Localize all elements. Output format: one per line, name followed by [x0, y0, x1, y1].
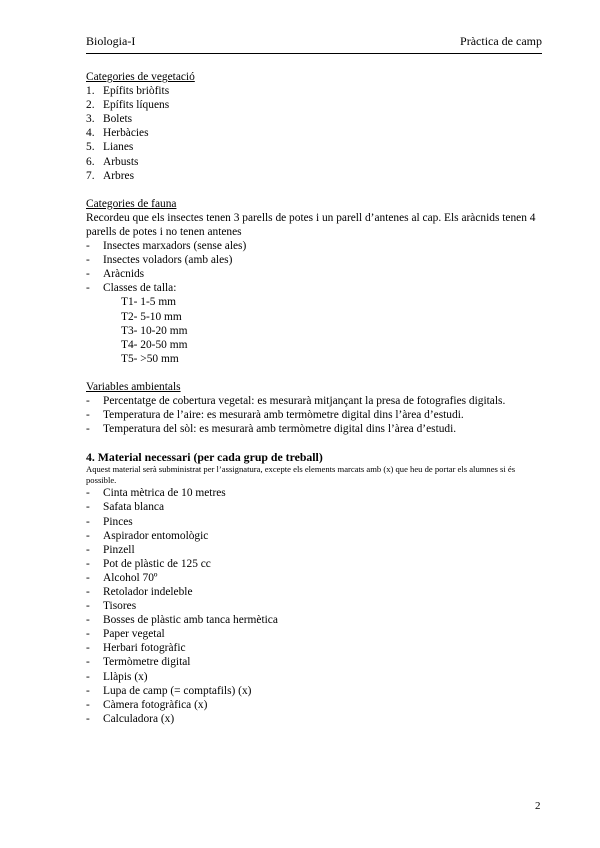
list-item: - Alcohol 70º [86, 571, 158, 584]
list-item: - Llàpis (x) [86, 670, 148, 683]
list-item: - Herbari fotogràfic [86, 642, 186, 655]
list-item: - Temperatura de l’aire: es mesurarà amb termòmetre digital dins l’àrea d’estudi. [86, 409, 464, 422]
page-number: 2 [535, 800, 541, 812]
list-item: - Insectes voladors (amb ales) [86, 254, 233, 267]
size-class: T5- >50 mm [121, 352, 179, 365]
list-item: 3. Bolets [86, 113, 133, 126]
list-item: - Tisores [86, 600, 137, 613]
list-item: - Safata blanca [86, 501, 165, 514]
list-item: - Calculadora (x) [86, 712, 175, 725]
list-item: - Pinzell [86, 543, 135, 556]
size-class: T3- 10-20 mm [121, 324, 188, 337]
variables-title: Variables ambientals [86, 380, 181, 393]
header-divider [86, 53, 542, 54]
list-item: - Cinta mètrica de 10 metres [86, 487, 226, 500]
header-course: Biologia-I [86, 34, 136, 48]
list-item: 7. Arbres [86, 169, 134, 182]
list-item: 1. Epífits briòfits [86, 85, 170, 98]
size-class: T2- 5-10 mm [121, 310, 182, 323]
fauna-title: Categories de fauna [86, 197, 177, 210]
list-item: 4. Herbàcies [86, 127, 149, 140]
list-item: - Insectes marxadors (sense ales) [86, 240, 247, 253]
list-item: - Càmera fotogràfica (x) [86, 698, 208, 711]
page-header [86, 34, 542, 49]
list-item: - Bosses de plàstic amb tanca hermètica [86, 614, 278, 627]
list-item: - Classes de talla: [86, 282, 177, 295]
list-item: - Retolador indeleble [86, 586, 193, 598]
list-item: - Temperatura del sòl: es mesurarà amb termòmetre digital dins l’àrea d’estudi. [86, 423, 457, 436]
list-item: 5. Lianes [86, 141, 134, 154]
header-section: Pràctica de camp [460, 34, 542, 48]
list-item: - Pinces [86, 515, 133, 528]
list-item: - Paper vegetal [86, 628, 165, 641]
list-item: - Percentatge de cobertura vegetal: es mesurarà mitjançant la presa de fotografies digitals. [86, 394, 506, 407]
page-content [86, 70, 546, 726]
size-class: T4- 20-50 mm [121, 338, 188, 351]
list-item: 6. Arbusts [86, 155, 139, 168]
list-item: - Aràcnids [86, 268, 145, 281]
list-item: 2. Epífits líquens [86, 99, 170, 112]
list-item: - Termòmetre digital [86, 656, 191, 669]
list-item: - Pot de plàstic de 125 cc [86, 557, 211, 570]
vegetation-title: Categories de vegetació [86, 71, 195, 83]
size-class: T1- 1-5 mm [121, 296, 177, 309]
list-item: - Aspirador entomològic [86, 529, 209, 542]
material-note: Aquest material serà subministrat per l’assignatura, excepte els elements marcats amb (x) que heu de portar els alumnes si és possible. [86, 464, 516, 486]
vegetation-list [86, 84, 546, 183]
fauna-intro: Recordeu que els insectes tenen 3 parells de potes i un parell d’antenes al cap. Els aràcnids tenen 4 parells de potes i no tenen antenes [86, 211, 536, 238]
list-item: - Lupa de camp (= comptafils) (x) [86, 684, 252, 697]
material-heading: 4. Material necessari (per cada grup de treball) [86, 450, 323, 465]
